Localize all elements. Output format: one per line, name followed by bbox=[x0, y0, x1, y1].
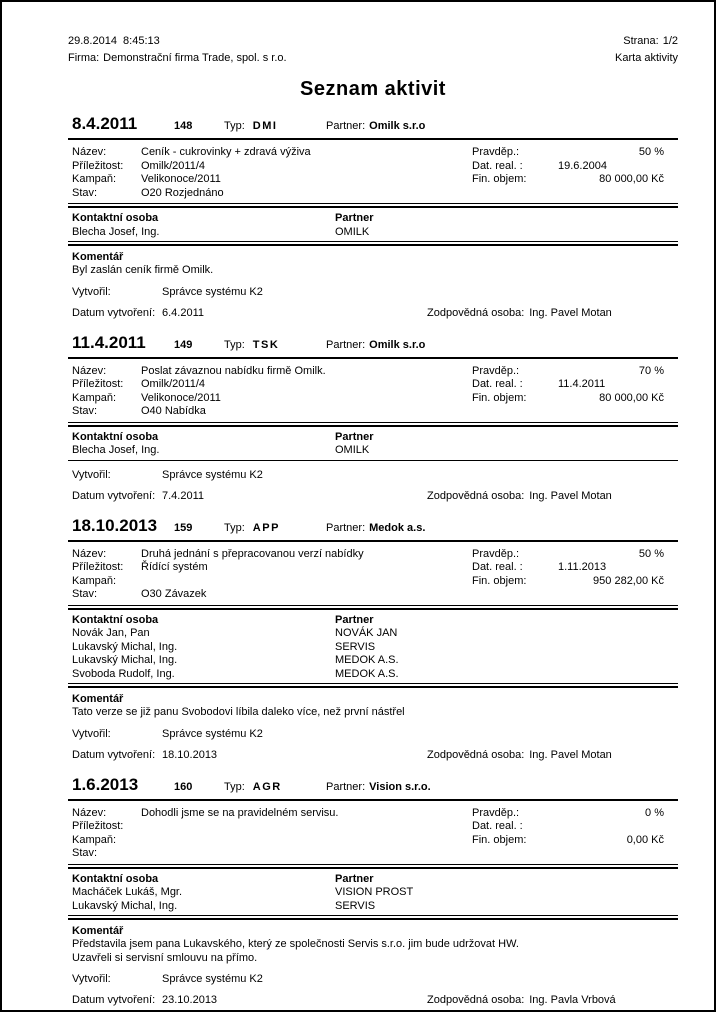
contact-partner: VISION PROST bbox=[335, 886, 414, 898]
activity-partner-group bbox=[326, 781, 678, 793]
probability-label: Pravděp.: bbox=[472, 146, 520, 158]
opportunity-value bbox=[141, 820, 470, 834]
contact-name: Lukavský Michal, Ing. bbox=[72, 654, 178, 666]
activity-details bbox=[68, 365, 678, 423]
real-date-label: Dat. real. : bbox=[472, 159, 523, 172]
activity-partner-group bbox=[326, 120, 678, 132]
created-by-label: Vytvořil: bbox=[72, 727, 111, 740]
comment-line: Uzavřeli si servisní smlouvu na přímo. bbox=[72, 951, 258, 964]
contact-partner-header: Partner bbox=[335, 430, 374, 443]
created-date-value: 23.10.2013 bbox=[162, 994, 218, 1006]
created-by-value: Správce systému K2 bbox=[162, 727, 263, 740]
fin-volume-value: 0,00 Kč bbox=[626, 833, 664, 846]
created-by-label: Vytvořil: bbox=[72, 973, 111, 985]
firm-name: Demonstrační firma Trade, spol. s r.o. bbox=[103, 52, 287, 64]
opportunity-label: Příležitost: bbox=[72, 561, 124, 573]
details-right bbox=[470, 807, 678, 861]
activity-section bbox=[68, 114, 678, 320]
activity-section bbox=[68, 516, 678, 762]
created-by-row bbox=[68, 728, 678, 741]
report-header-line-2 bbox=[68, 50, 678, 67]
activity-partner: Vision s.r.o. bbox=[369, 780, 431, 793]
campaign-label: Kampaň: bbox=[72, 833, 117, 846]
activity-details bbox=[68, 548, 678, 606]
contact-partner: OMILK bbox=[335, 225, 370, 238]
activity-details bbox=[68, 807, 678, 865]
details-left bbox=[68, 807, 470, 861]
contact-table-header bbox=[68, 614, 678, 628]
real-date-value: 19.6.2004 bbox=[558, 159, 607, 172]
contact-name: Blecha Josef, Ing. bbox=[72, 444, 160, 456]
activity-date: 8.4.2011 bbox=[72, 114, 138, 133]
responsible-value: Ing. Pavel Motan bbox=[529, 748, 612, 761]
responsible-person bbox=[427, 490, 612, 503]
divider bbox=[68, 686, 678, 688]
type-label: Typ: bbox=[224, 338, 245, 351]
contact-partner: NOVÁK JAN bbox=[335, 627, 398, 639]
activity-type-group bbox=[224, 522, 326, 534]
responsible-person bbox=[427, 994, 616, 1007]
fin-volume-value: 80 000,00 Kč bbox=[599, 173, 664, 185]
contact-person-header: Kontaktní osoba bbox=[72, 613, 159, 626]
activity-partner-group bbox=[326, 339, 678, 351]
campaign-value: Velikonoce/2011 bbox=[141, 173, 221, 185]
page-indicator bbox=[623, 33, 678, 50]
fin-volume-label: Fin. objem: bbox=[472, 173, 527, 185]
comment-line: Byl zaslán ceník firmě Omilk. bbox=[72, 264, 214, 276]
created-date-label: Datum vytvoření: bbox=[72, 306, 156, 319]
contact-table bbox=[68, 431, 678, 461]
activity-date: 11.4.2011 bbox=[72, 332, 146, 352]
name-label: Název: bbox=[72, 364, 107, 377]
contact-row bbox=[68, 444, 678, 458]
activity-date: 18.10.2013 bbox=[72, 515, 158, 535]
name-label: Název: bbox=[72, 146, 107, 158]
comment-block bbox=[68, 692, 678, 720]
activity-partner: Omilk s.r.o bbox=[369, 338, 426, 351]
state-label: Stav: bbox=[72, 847, 98, 859]
contact-table-header bbox=[68, 212, 678, 226]
created-date-row bbox=[68, 307, 678, 320]
comment-block bbox=[68, 924, 678, 965]
contact-partner-header: Partner bbox=[335, 872, 374, 885]
created-by-row bbox=[68, 469, 678, 482]
details-left bbox=[68, 146, 470, 200]
campaign-label: Kampaň: bbox=[72, 173, 117, 185]
page-label: Strana: bbox=[623, 35, 659, 47]
contact-row bbox=[68, 668, 678, 682]
divider bbox=[68, 206, 678, 208]
real-date-value bbox=[558, 820, 678, 834]
divider bbox=[68, 867, 678, 869]
opportunity-label: Příležitost: bbox=[72, 159, 124, 172]
name-value: Ceník - cukrovinky + zdravá výživa bbox=[141, 146, 311, 158]
contact-partner-header: Partner bbox=[335, 613, 374, 626]
created-by-value: Správce systému K2 bbox=[162, 468, 263, 481]
contact-partner: OMILK bbox=[335, 444, 370, 456]
contact-row bbox=[68, 641, 678, 655]
responsible-label: Zodpovědná osoba: bbox=[427, 306, 525, 319]
name-value: Dohodli jsme se na pravidelném servisu. bbox=[141, 806, 339, 819]
activity-type-group bbox=[224, 781, 326, 793]
activity-number: 160 bbox=[174, 780, 193, 793]
created-by-value: Správce systému K2 bbox=[162, 973, 263, 985]
campaign-value bbox=[141, 575, 470, 589]
name-value: Poslat závaznou nabídku firmě Omilk. bbox=[141, 364, 326, 377]
state-value: O20 Rozjednáno bbox=[141, 186, 224, 199]
probability-value: 0 % bbox=[645, 806, 664, 819]
divider bbox=[68, 425, 678, 427]
details-left bbox=[68, 365, 470, 419]
divider bbox=[68, 918, 678, 920]
activity-type: TSK bbox=[252, 338, 280, 351]
contact-partner-header: Partner bbox=[335, 212, 374, 224]
created-date-label: Datum vytvoření: bbox=[72, 748, 156, 761]
created-date-row bbox=[68, 749, 678, 762]
activity-number: 159 bbox=[174, 521, 193, 534]
responsible-person bbox=[427, 749, 612, 762]
activity-date: 1.6.2013 bbox=[72, 774, 139, 794]
comment-block bbox=[68, 250, 678, 278]
created-by-row bbox=[68, 286, 678, 299]
campaign-label: Kampaň: bbox=[72, 574, 117, 587]
contact-row bbox=[68, 226, 678, 240]
comment-label: Komentář bbox=[72, 925, 124, 937]
contact-table-header bbox=[68, 873, 678, 887]
opportunity-value: Omilk/2011/4 bbox=[141, 159, 205, 172]
partner-label: Partner: bbox=[326, 120, 366, 132]
probability-label: Pravděp.: bbox=[472, 806, 520, 819]
real-date-label: Dat. real. : bbox=[472, 820, 523, 832]
contact-person-header: Kontaktní osoba bbox=[72, 212, 159, 224]
firm-label: Firma: bbox=[68, 52, 100, 64]
opportunity-value: Omilk/2011/4 bbox=[141, 378, 205, 390]
contact-partner: SERVIS bbox=[335, 899, 376, 912]
responsible-label: Zodpovědná osoba: bbox=[427, 748, 525, 761]
contact-name: Svoboda Rudolf, Ing. bbox=[72, 667, 175, 680]
state-label: Stav: bbox=[72, 186, 98, 199]
real-date-value: 11.4.2011 bbox=[558, 378, 606, 390]
contact-partner: SERVIS bbox=[335, 640, 376, 653]
probability-value: 50 % bbox=[638, 547, 664, 560]
created-date-value: 7.4.2011 bbox=[162, 489, 205, 502]
partner-label: Partner: bbox=[326, 338, 366, 351]
responsible-label: Zodpovědná osoba: bbox=[427, 994, 525, 1006]
opportunity-label: Příležitost: bbox=[72, 820, 124, 832]
contact-row bbox=[68, 886, 678, 900]
contact-partner: MEDOK A.S. bbox=[335, 654, 399, 666]
fin-volume-label: Fin. objem: bbox=[472, 833, 527, 846]
report-title: Seznam aktivit bbox=[300, 78, 446, 100]
created-date-row bbox=[68, 490, 678, 503]
contact-table-header bbox=[68, 431, 678, 445]
created-date-row bbox=[68, 994, 678, 1007]
activity-number: 149 bbox=[174, 338, 193, 351]
created-date-value: 6.4.2011 bbox=[162, 306, 205, 319]
details-left bbox=[68, 548, 470, 602]
opportunity-value: Řídící systém bbox=[141, 561, 208, 573]
contact-person-header: Kontaktní osoba bbox=[72, 430, 159, 443]
fin-volume-value: 950 282,00 Kč bbox=[593, 574, 664, 587]
page-number: 1/2 bbox=[662, 35, 678, 47]
comment-line: Tato verze se již panu Svobodovi líbila daleko více, než první nástřel bbox=[72, 706, 405, 718]
state-value: O40 Nabídka bbox=[141, 405, 206, 417]
state-value bbox=[141, 847, 470, 861]
created-date-label: Datum vytvoření: bbox=[72, 994, 156, 1006]
responsible-value: Ing. Pavel Motan bbox=[529, 306, 612, 319]
probability-label: Pravděp.: bbox=[472, 364, 520, 377]
contact-person-header: Kontaktní osoba bbox=[72, 872, 159, 885]
activity-header bbox=[68, 516, 678, 542]
partner-label: Partner: bbox=[326, 780, 366, 793]
state-value: O30 Závazek bbox=[141, 588, 207, 600]
activity-number: 148 bbox=[174, 120, 193, 132]
contact-name: Lukavský Michal, Ing. bbox=[72, 640, 178, 653]
report-header-line-1 bbox=[68, 33, 678, 50]
details-right bbox=[470, 548, 678, 602]
real-date-label: Dat. real. : bbox=[472, 378, 523, 390]
probability-label: Pravděp.: bbox=[472, 547, 520, 560]
activity-header bbox=[68, 114, 678, 140]
comment-label: Komentář bbox=[72, 693, 124, 705]
contact-row bbox=[68, 900, 678, 914]
partner-label: Partner: bbox=[326, 521, 366, 534]
fin-volume-value: 80 000,00 Kč bbox=[599, 391, 664, 404]
details-right bbox=[470, 365, 678, 419]
state-label: Stav: bbox=[72, 588, 98, 600]
comment-label: Komentář bbox=[72, 251, 124, 263]
responsible-person bbox=[427, 307, 612, 320]
name-value: Druhá jednání s přepracovanou verzí nabídky bbox=[141, 547, 364, 560]
created-by-value: Správce systému K2 bbox=[162, 285, 263, 298]
activity-type: DMI bbox=[252, 120, 278, 132]
created-by-row bbox=[68, 973, 678, 986]
created-by-label: Vytvořil: bbox=[72, 285, 111, 298]
contact-name: Lukavský Michal, Ing. bbox=[72, 899, 178, 912]
contact-table bbox=[68, 212, 678, 242]
state-label: Stav: bbox=[72, 405, 98, 417]
activity-header bbox=[68, 333, 678, 359]
activity-section bbox=[68, 775, 678, 1008]
name-label: Název: bbox=[72, 806, 107, 819]
details-right bbox=[470, 146, 678, 200]
created-date-label: Datum vytvoření: bbox=[72, 489, 156, 502]
activity-partner: Medok a.s. bbox=[369, 521, 426, 534]
report-datetime: 29.8.2014 8:45:13 bbox=[68, 35, 160, 47]
campaign-label: Kampaň: bbox=[72, 391, 117, 404]
opportunity-label: Příležitost: bbox=[72, 378, 124, 390]
campaign-value: Velikonoce/2011 bbox=[141, 391, 221, 404]
real-date-label: Dat. real. : bbox=[472, 561, 523, 573]
activity-header bbox=[68, 775, 678, 801]
activity-section bbox=[68, 333, 678, 503]
activity-details bbox=[68, 146, 678, 204]
created-date-value: 18.10.2013 bbox=[162, 748, 218, 761]
responsible-value: Ing. Pavel Motan bbox=[529, 489, 612, 502]
real-date-value: 1.11.2013 bbox=[558, 561, 607, 573]
comment-line: Představila jsem pana Lukavského, který ze společnosti Servis s.r.o. jim bude udržovat HW. bbox=[72, 938, 519, 950]
fin-volume-label: Fin. objem: bbox=[472, 391, 527, 404]
probability-value: 50 % bbox=[638, 146, 664, 158]
activity-type-group bbox=[224, 120, 326, 132]
contact-table bbox=[68, 873, 678, 917]
responsible-value: Ing. Pavla Vrbová bbox=[529, 994, 616, 1006]
type-label: Typ: bbox=[224, 120, 245, 132]
campaign-value bbox=[141, 834, 470, 848]
activity-type: APP bbox=[252, 521, 280, 534]
created-by-label: Vytvořil: bbox=[72, 468, 111, 481]
activity-type-group bbox=[224, 339, 326, 351]
fin-volume-label: Fin. objem: bbox=[472, 574, 527, 587]
divider bbox=[68, 244, 678, 246]
contact-row bbox=[68, 627, 678, 641]
activity-partner-group bbox=[326, 522, 678, 534]
type-label: Typ: bbox=[224, 780, 245, 793]
divider bbox=[68, 608, 678, 610]
contact-name: Macháček Lukáš, Mgr. bbox=[72, 886, 183, 898]
contact-name: Blecha Josef, Ing. bbox=[72, 225, 160, 238]
firm-line bbox=[68, 50, 287, 67]
activity-type: AGR bbox=[252, 780, 282, 793]
type-label: Typ: bbox=[224, 521, 245, 534]
report-name: Karta aktivity bbox=[615, 52, 678, 64]
responsible-label: Zodpovědná osoba: bbox=[427, 489, 525, 502]
contact-row bbox=[68, 654, 678, 668]
contact-name: Novák Jan, Pan bbox=[72, 627, 150, 639]
contact-table bbox=[68, 614, 678, 685]
activity-partner: Omilk s.r.o bbox=[369, 120, 426, 132]
contact-partner: MEDOK A.S. bbox=[335, 667, 399, 680]
probability-value: 70 % bbox=[638, 364, 664, 377]
name-label: Název: bbox=[72, 547, 107, 560]
